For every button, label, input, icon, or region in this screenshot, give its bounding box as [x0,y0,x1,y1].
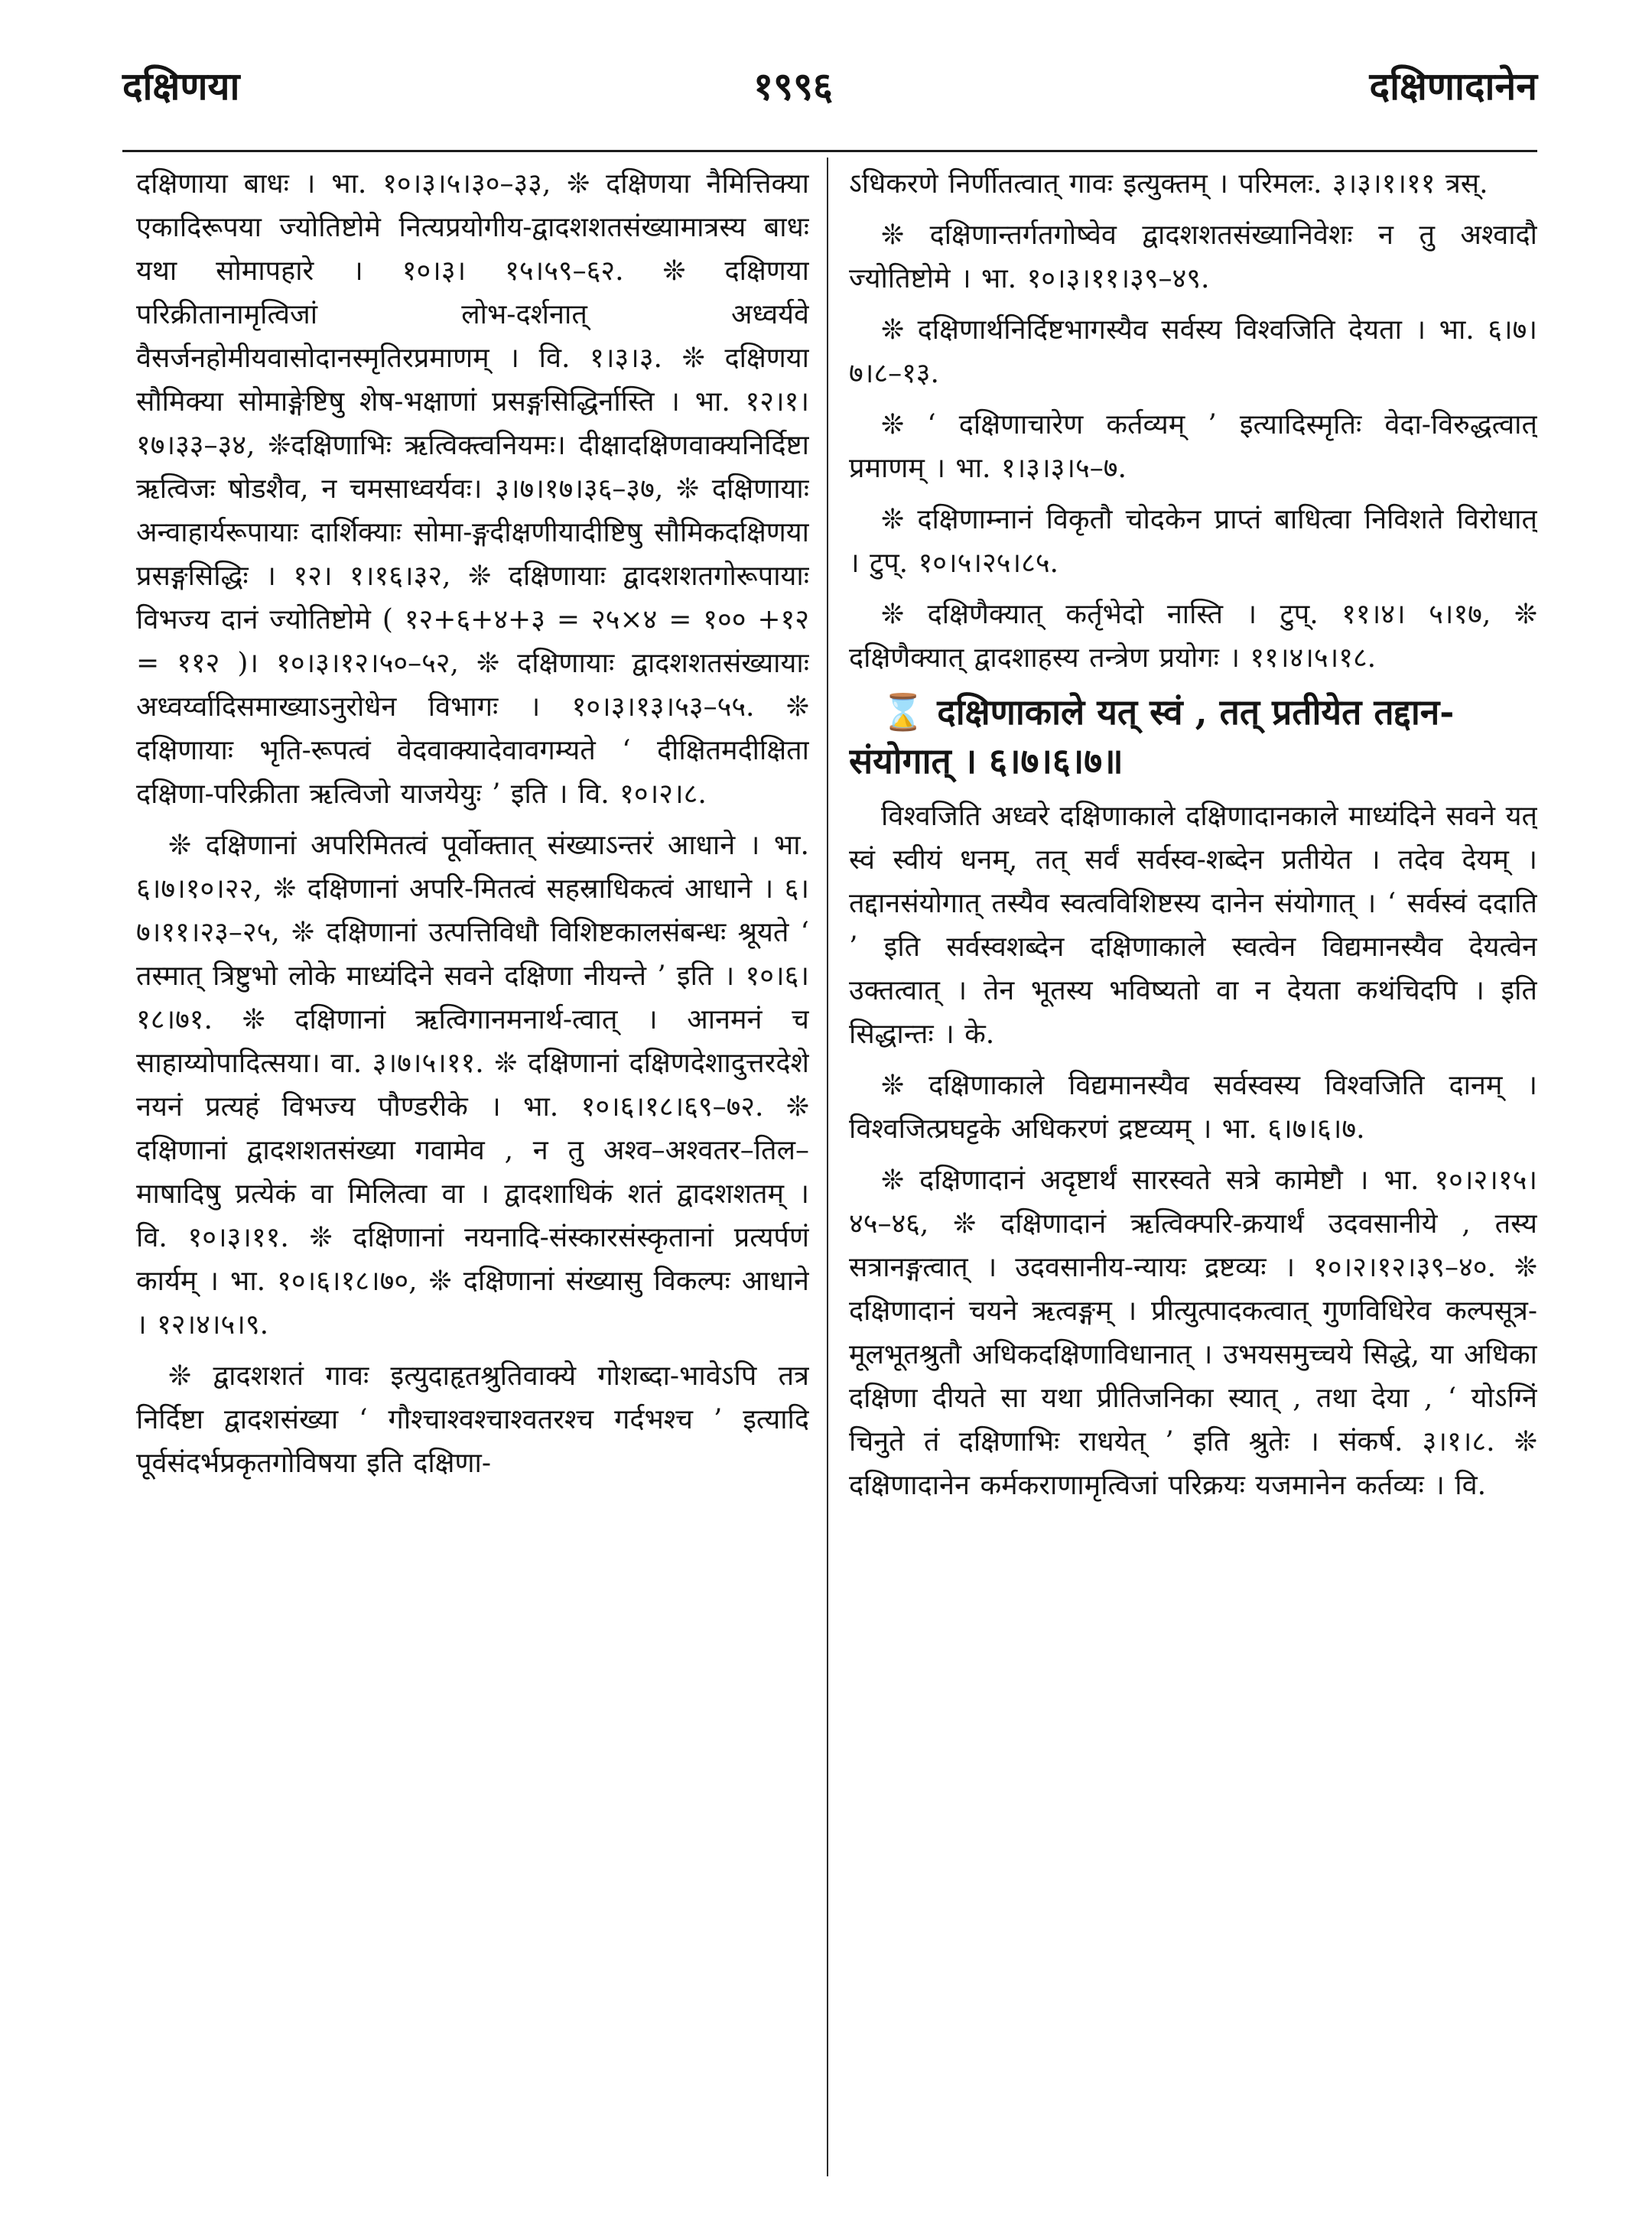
left-entry-2: ❊ दक्षिणानां अपरिमितत्वं पूर्वोक्तात् संख्याऽन्तरं आधाने । भा. ६।७।१०।२२, ❊ दक्षिणानां अपरि-मितत्वं सहस्राधिकत्वं आधाने । ६।७।११।२३–२५, ❊ दक्षिणानां उत्पत्तिविधौ विशिष्टकालसंबन्धः श्रूयते ‘ तस्मात् त्रिष्टुभो लोके माध्यंदिने सवने दक्षिणा नीयन्ते ’ इति । १०।६।१८।७१. ❊ दक्षिणानां ऋत्विगानमनार्थ-त्वात् । आनमनं च साहाय्योपादित्सया। वा. ३।७।५।११. ❊ दक्षिणानां दक्षिणदेशादुत्तरदेशे नयनं प्रत्यहं विभज्य पौण्डरीके । भा. १०।६।१८।६९–७२. ❊ दक्षिणानां द्वादशशतसंख्या गवामेव , न तु अश्व–अश्वतर–तिल–माषादिषु प्रत्येकं वा मिलित्वा वा । द्वादशाधिकं शतं द्वादशशतम् । वि. १०।३।११. ❊ दक्षिणानां नयनादि-संस्कारसंस्कृतानां प्रत्यर्पणं कार्यम् । भा. १०।६।१८।७०, ❊ दक्षिणानां संख्यासु विकल्पः आधाने । १२।४।५।९. [136,830,809,1341]
left-entry-3: ❊ द्वादशशतं गावः इत्युदाहृतश्रुतिवाक्ये गोशब्दा-भावेऽपि तत्र निर्दिष्टा द्वादशसंख्या ‘ गौश्चाश्वश्चाश्वतरश्च गर्दभश्च ’ इत्यादि पूर्वसंदर्भप्रकृतगोविषया इति दक्षिणा- [136,1360,809,1479]
right-entry-3: ❊ दक्षिणार्थनिर्दिष्टभागस्यैव सर्वस्य विश्वजिति देयता । भा. ६।७।७।८–१३. [849,314,1537,389]
sutra-heading: ⌛ दक्षिणाकाले यत् स्वं , तत् प्रतीयेत तद्दान-संयोगात् । ६।७।६।७॥ [849,691,1455,782]
left-entry-1: दक्षिणाया बाधः । भा. १०।३।५।३०–३३, ❊ दक्षिणया नैमित्तिक्या एकादिरूपया ज्योतिष्टोमे नित्यप्रयोगीय-द्वादशशतसंख्यामात्रस्य बाधः यथा सोमापहारे । १०।३। १५।५९–६२. ❊ दक्षिणया परिक्रीतानामृत्विजां लोभ-दर्शनात् अध्वर्यवे वैसर्जनहोमीयवासोदानस्मृतिरप्रमाणम् । वि. १।३।३. ❊ दक्षिणया सौमिक्या सोमाङ्गेष्टिषु शेष-भक्षाणां प्रसङ्गसिद्धिर्नास्ति । भा. १२।१।१७।३३–३४, ❊दक्षिणाभिः ऋत्विक्त्वनियमः। दीक्षादक्षिणवाक्यनिर्दिष्टा ऋत्विजः षोडशैव, न चमसाध्वर्यवः। ३।७।१७।३६–३७, ❊ दक्षिणायाः अन्वाहार्यरूपायाः दार्शिक्याः सोमा-ङ्गदीक्षणीयादीष्टिषु सौमिकदक्षिणया प्रसङ्गसिद्धिः । १२। १।१६।३२, ❊ दक्षिणायाः द्वादशशतगोरूपायाः विभज्य दानं ज्योतिष्टोमे ( १२+६+४+३ = २५×४ = १०० +१२ = ११२ )। १०।३।१२।५०–५२, ❊ दक्षिणायाः द्वादशशतसंख्यायाः अध्वर्य्वादिसमाख्याऽनुरोधेन विभागः । १०।३।१३।५३–५५. ❊ दक्षिणायाः भृति-रूपत्वं वेदवाक्यादेवावगम्यते ‘ दीक्षितमदीक्षिता दक्षिणा-परिक्रीता ऋत्विजो याजयेयुः ’ इति । वि. १०।२।८. [136,168,809,810]
right-entry-2: ❊ दक्षिणान्तर्गतगोष्वेव द्वादशशतसंख्यानिवेशः न तु अश्वादौ ज्योतिष्टोमे । भा. १०।३।११।३९–४९. [849,219,1537,294]
right-entry-9: ❊ दक्षिणादानं अदृष्टार्थं सारस्वते सत्रे कामेष्टौ । भा. १०।२।१५।४५–४६, ❊ दक्षिणादानं ऋत्विक्परि-क्रयार्थं उदवसानीये , तस्य सत्रानङ्गत्वात् । उदवसानीय-न्यायः द्रष्टव्यः । १०।२।१२।३९–४०. ❊ दक्षिणादानं चयने ऋत्वङ्गम् । प्रीत्युत्पादकत्वात् गुणविधिरेव कल्पसूत्र-मूलभूतश्रुतौ अधिकदक्षिणाविधानात् । उभयसमुच्चये सिद्धे, या अधिका दक्षिणा दीयते सा यथा प्रीतिजनिका स्यात् , तथा देया , ‘ योऽग्निं चिनुते तं दक्षिणाभिः राधयेत् ’ इति श्रुतेः । संकर्ष. ३।१।८. ❊ दक्षिणादानेन कर्मकराणामृत्विजां परिक्रयः यजमानेन कर्तव्यः । वि. [849,1165,1537,1501]
left-column [136,162,809,2189]
right-entry-5: ❊ दक्षिणाम्नानं विकृतौ चोदकेन प्राप्तं बाधित्वा निविशते विरोधात् । टुप्. १०।५।२५।८५. [849,504,1537,579]
right-entry-6: ❊ दक्षिणैक्यात् कर्तृभेदो नास्ति । टुप्. ११।४। ५।१७, ❊ दक्षिणैक्यात् द्वादशाहस्य तन्त्रेण प्रयोगः । ११।४।५।१८. [849,599,1537,674]
right-entry-4: ❊ ‘ दक्षिणाचारेण कर्तव्यम् ’ इत्यादिस्मृतिः वेदा-विरुद्धत्वात् प्रमाणम् । भा. १।३।३।५–७. [849,409,1537,484]
right-entry-8: ❊ दक्षिणाकाले विद्यमानस्यैव सर्वस्वस्य विश्वजिति दानम् । विश्वजित्प्रघट्टके अधिकरणं द्रष्टव्यम् । भा. ६।७।६।७. [849,1070,1537,1145]
header-rule [122,150,1537,152]
column-divider [827,158,828,2176]
right-entry-1: ऽधिकरणे निर्णीतत्वात् गावः इत्युक्तम् । परिमलः. ३।३।१।११ त्रस्. [849,168,1488,200]
right-column [849,162,1537,2189]
page-number: १९९६ [753,63,833,109]
running-head-left: दक्षिणया [122,63,240,109]
right-entry-7: विश्वजिति अध्वरे दक्षिणाकाले दक्षिणादानकाले माध्यंदिने सवने यत् स्वं स्वीयं धनम्, तत् सर्वं सर्वस्व-शब्देन प्रतीयेत । तदेव देयम् । तद्दानसंयोगात् तस्यैव स्वत्वविशिष्टस्य दानेन संयोगात् । ‘ सर्वस्वं ददाति ’ इति सर्वस्वशब्देन दक्षिणाकाले स्वत्वेन विद्यमानस्यैव देयत्वेन उक्तत्वात् । तेन भूतस्य भविष्यतो वा न देयता कथंचिदपि । इति सिद्धान्तः । के. [849,801,1537,1050]
running-head-right: दक्षिणादानेन [1369,63,1537,109]
